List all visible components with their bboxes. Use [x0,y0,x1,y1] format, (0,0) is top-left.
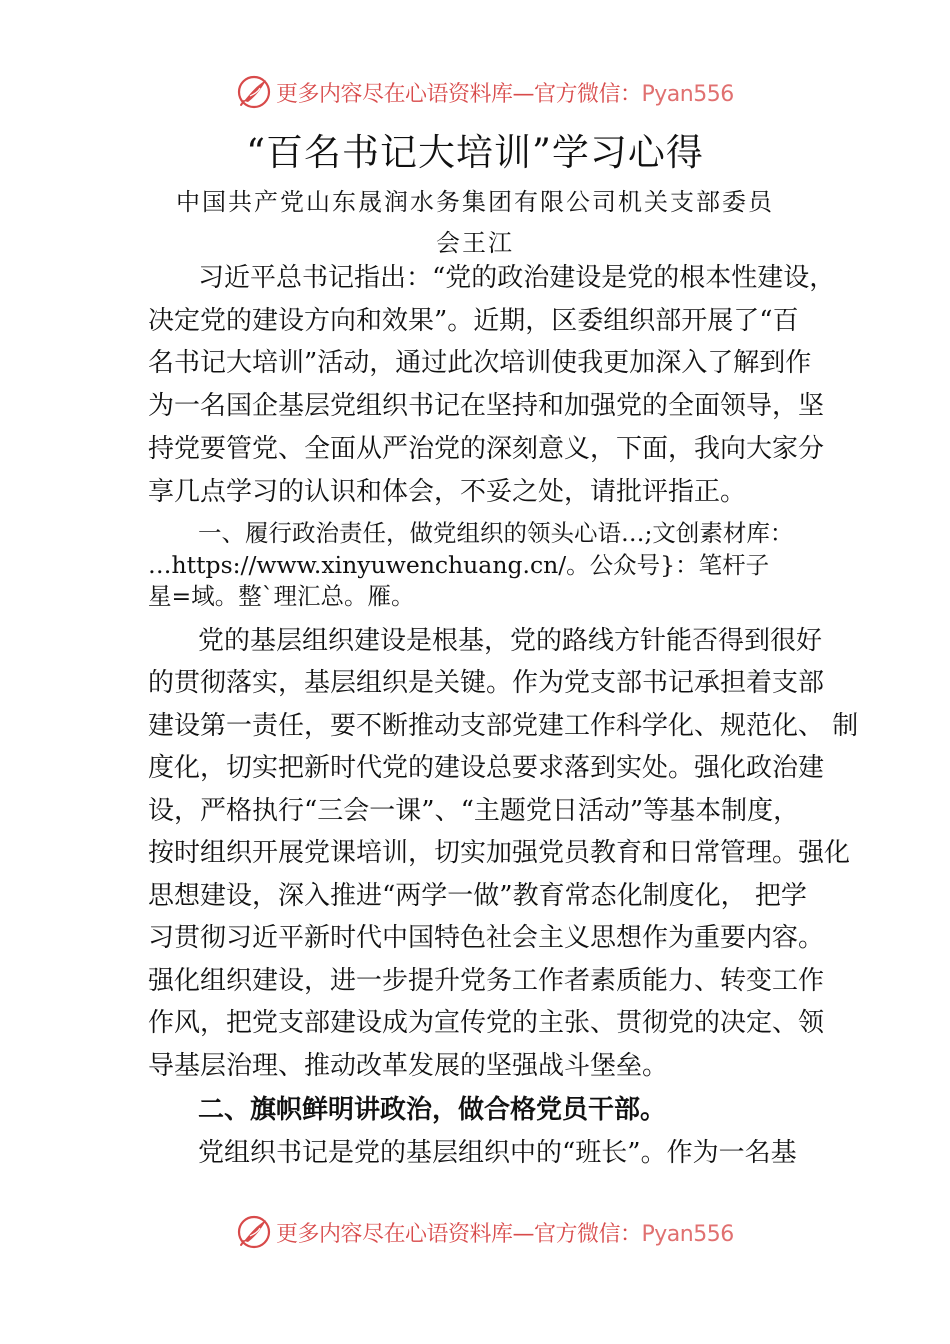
author-line-2: 会王江 [436,229,514,257]
para2-line: 作风，把党支部建设成为宣传党的主张、贯彻党的决定、领 [148,1008,825,1038]
para2-line: 度化，切实把新时代党的建设总要求落到实处。强化政治建 [148,753,825,783]
para1-line: 持党要管党、全面从严治党的深刻意义，下面，我向大家分 [148,434,825,464]
para2-line: 按时组织开展党课培训，切实加强党员教育和日常管理。强化 [148,838,851,868]
banner-wechat-id: Pyan556 [641,81,734,107]
document-title: “百名书记大培训”学习心得 [246,131,704,174]
para3-line: 党组织书记是党的基层组织中的“班长”。作为一名基 [198,1138,797,1168]
para2-line: 设，严格执行“三会一课”、“主题党日活动”等基本制度， [148,796,800,826]
para2-line: 党的基层组织建设是根基，党的路线方针能否得到很好 [198,626,823,656]
para2-line: 的贯彻落实，基层组织是关键。作为党支部书记承担着支部 [148,668,825,698]
para2-line: 导基层治理、推动改革发展的坚强战斗堡垒。 [148,1051,669,1081]
banner-wechat-id: Pyan556 [641,1221,734,1247]
banner-text: 更多内容尽在心语资料库—官方微信：Pyan556 [276,81,734,107]
para2-line: 习贯彻习近平新时代中国特色社会主义思想作为重要内容。 [148,923,825,953]
section2-heading: 二、旗帜鲜明讲政治，做合格党员干部。 [198,1095,667,1125]
para1-line: 为一名国企基层党组织书记在坚持和加强党的全面领导，坚 [148,391,825,421]
section1-heading-line: 星=域。整`理汇总。雁。 [148,582,415,610]
footer-banner [236,1210,736,1254]
section1-heading-line: 一、履行政治责任，做党组织的领头心语…;文创素材库： [198,519,794,547]
quill-logo-icon [236,74,272,110]
header-banner [236,70,736,114]
para2-line: 思想建设，深入推进“两学一做”教育常态化制度化， 把学 [148,881,807,911]
banner-text: 更多内容尽在心语资料库—官方微信：Pyan556 [276,1221,734,1247]
para2-line: 强化组织建设，进一步提升党务工作者素质能力、转变工作 [148,966,825,996]
author-line-1: 中国共产党山东晟润水务集团有限公司机关支部委员 [176,188,774,216]
para1-line: 习近平总书记指出：“党的政治建设是党的根本性建设， [198,263,836,293]
para2-line: 建设第一责任，要不断推动支部党建工作科学化、规范化、 制 [148,711,859,741]
quill-logo-icon [236,1214,272,1250]
section1-heading-line: …https://www.xinyuwenchuang.cn/。公众号}：笔杆子 [148,551,770,579]
para1-line: 决定党的建设方向和效果”。近期，区委组织部开展了“百 [148,306,799,336]
para1-line: 享几点学习的认识和体会，不妥之处，请批评指正。 [148,477,747,507]
para1-line: 名书记大培训”活动，通过此次培训使我更加深入了解到作 [148,348,812,378]
